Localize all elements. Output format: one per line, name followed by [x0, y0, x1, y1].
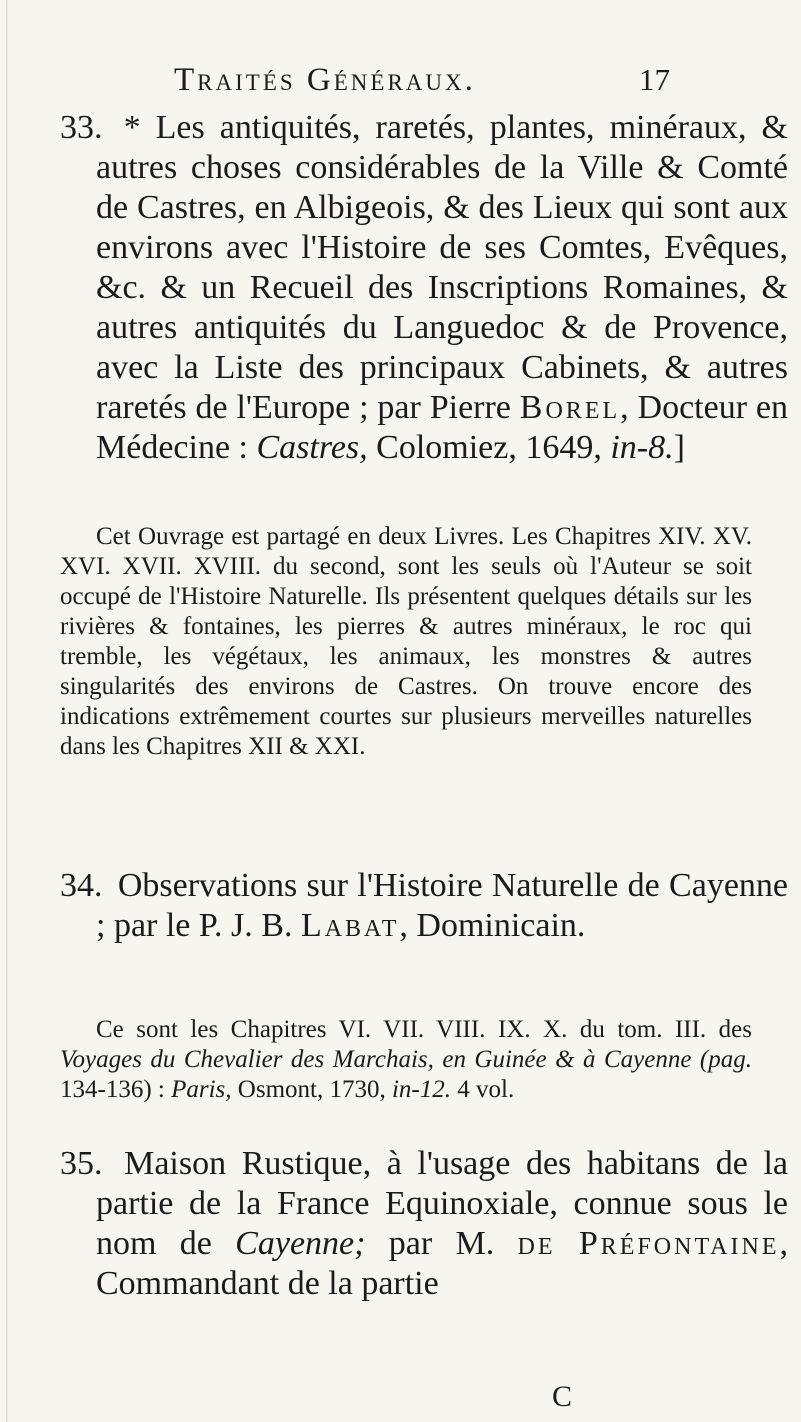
entry-text: * Les antiquités, raretés, plantes, minéraux, & autres choses considérables de la Ville & Comté de Castres, en Albigeois, & des Lieux qui sont aux environs avec l'Histoire de ses Comtes, Evêques, &c. & un Recueil des Inscriptions Romaines, & autres antiquités du Languedoc & de Provence, avec la Liste des principaux Cabinets, & autres raretés de l'Europe ; par Pierre	[96, 109, 788, 426]
entry-author: Labat	[300, 907, 400, 944]
note-pages: 134-136) :	[60, 1076, 165, 1103]
note-place: Paris,	[171, 1076, 232, 1103]
note-text: 4 vol.	[457, 1076, 515, 1103]
entry-author: Préfontaine	[578, 1225, 780, 1262]
signature-mark: C	[552, 1380, 573, 1413]
page-edge	[6, 0, 8, 1422]
note-title: Voyages du Chevalier des Marchais, en Guinée & à Cayenne	[60, 1046, 692, 1073]
entry-text: ]	[673, 429, 685, 466]
entry-format: in-8.	[610, 429, 674, 466]
entry-text: Maison Rustique, à l'usage des habitans de la partie de la France Equinoxiale, connue sous le nom de	[96, 1145, 789, 1262]
note-format: in-12.	[391, 1076, 452, 1103]
entry-note-34	[60, 1015, 752, 1105]
bibliography-entry-35	[60, 1144, 788, 1304]
page-number: 17	[639, 62, 670, 97]
entry-place: Castres,	[256, 429, 368, 466]
note-text: Ce sont les Chapitres VI. VII. VIII. IX. X. du tom. III. des	[96, 1016, 752, 1043]
entry-text: , Docteur en Médecine :	[96, 389, 789, 466]
running-title: Traités Généraux.	[174, 62, 476, 98]
note-pag: (pag.	[699, 1046, 752, 1073]
entry-italic-name: Cayenne;	[235, 1225, 366, 1262]
entry-text: Observations sur l'Histoire Naturelle de Cayenne ; par le P. J. B.	[96, 867, 789, 944]
entry-number: 34.	[60, 867, 103, 904]
bibliography-entry-33	[60, 108, 788, 468]
note-text: Osmont, 1730,	[237, 1076, 386, 1103]
entry-note-33: Cet Ouvrage est partagé en deux Livres. Les Chapitres XIV. XV. XVI. XVII. XVIII. du second, sont les seuls où l'Auteur se soit occupé de l'Histoire Naturelle. Ils présentent quelques détails sur les rivières & fontaines, les pierres & autres minéraux, le roc qui tremble, les végétaux, les animaux, les monstres & autres singularités des environs de Castres. On trouve encore des indications extrêmement courtes sur plusieurs merveilles naturelles dans les Chapitres XII & XXI.	[60, 523, 752, 760]
entry-number: 33.	[60, 109, 103, 146]
entry-text: , Dominicain.	[399, 907, 586, 944]
entry-text: , Commandant de la partie	[96, 1225, 789, 1302]
entry-text: par M.	[388, 1225, 495, 1262]
page-header	[150, 62, 670, 102]
entry-author: Borel	[519, 389, 621, 426]
bibliography-entry-34	[60, 866, 788, 946]
entry-number: 35.	[60, 1145, 103, 1182]
entry-text: Colomiez, 1649,	[376, 429, 602, 466]
entry-author-prefix: de	[517, 1225, 556, 1262]
